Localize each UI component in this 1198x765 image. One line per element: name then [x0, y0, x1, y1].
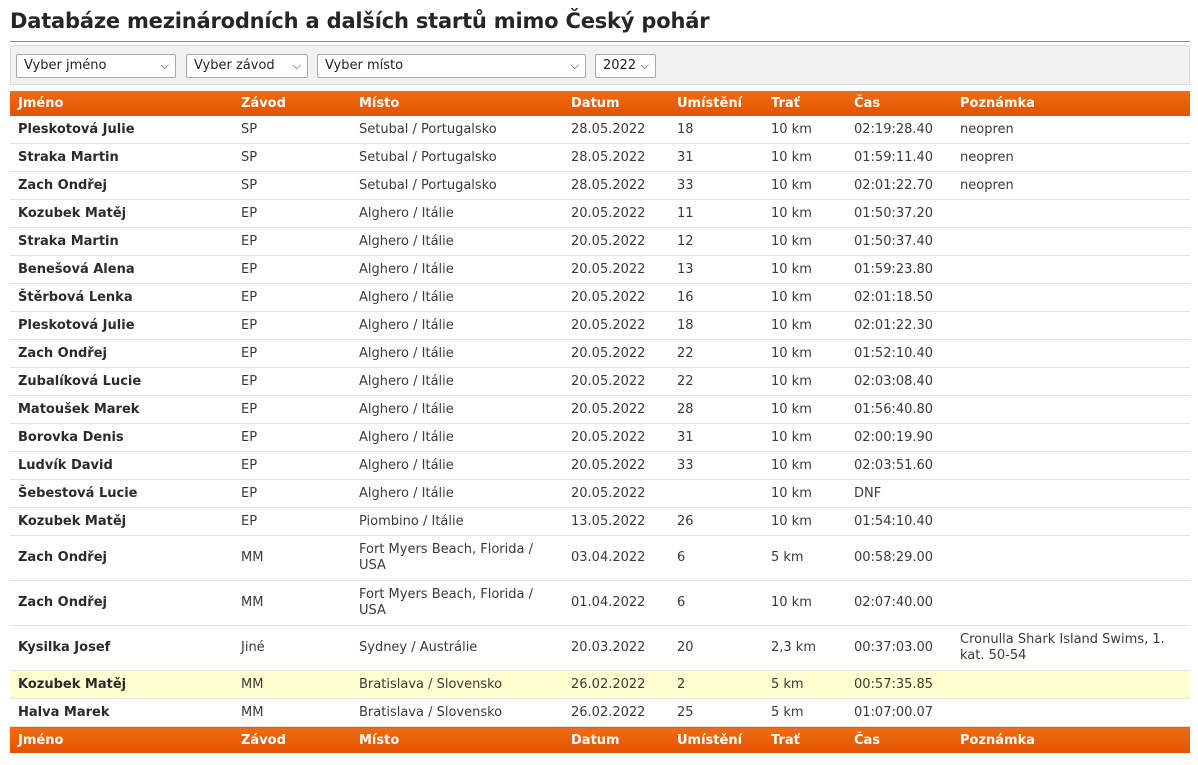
cell-race: EP: [233, 256, 351, 284]
cell-time: 02:03:08.40: [846, 368, 952, 396]
cell-distance: 10 km: [763, 424, 846, 452]
cell-race: Jiné: [233, 626, 351, 671]
cell-distance: 10 km: [763, 452, 846, 480]
cell-date: 20.05.2022: [563, 200, 669, 228]
place-select[interactable]: [317, 54, 586, 78]
cell-name: Straka Martin: [10, 144, 233, 172]
cell-time: 01:50:37.20: [846, 200, 952, 228]
cell-distance: 10 km: [763, 200, 846, 228]
cell-time: 02:07:40.00: [846, 581, 952, 626]
footer-time[interactable]: Čas: [846, 727, 952, 754]
cell-name: Kysilka Josef: [10, 626, 233, 671]
cell-note: [952, 581, 1190, 626]
cell-distance: 10 km: [763, 396, 846, 424]
table-row: [10, 144, 1190, 172]
cell-time: 00:37:03.00: [846, 626, 952, 671]
cell-date: 01.04.2022: [563, 581, 669, 626]
cell-date: 20.05.2022: [563, 256, 669, 284]
header-race[interactable]: Závod: [233, 91, 351, 116]
cell-place: Piombino / Itálie: [351, 508, 563, 536]
cell-name: Benešová Alena: [10, 256, 233, 284]
cell-date: 20.05.2022: [563, 480, 669, 508]
cell-date: 20.05.2022: [563, 228, 669, 256]
race-select[interactable]: [186, 54, 308, 78]
cell-name: Štěrbová Lenka: [10, 284, 233, 312]
cell-distance: 10 km: [763, 581, 846, 626]
year-select[interactable]: [595, 54, 656, 78]
cell-place: Alghero / Itálie: [351, 396, 563, 424]
cell-place: Alghero / Itálie: [351, 312, 563, 340]
table-row: [10, 581, 1190, 626]
cell-place: Setubal / Portugalsko: [351, 116, 563, 144]
cell-date: 26.02.2022: [563, 671, 669, 699]
cell-place: Fort Myers Beach, Florida / USA: [351, 536, 563, 581]
cell-rank: 28: [669, 396, 763, 424]
place-select-value: Vyber místo: [325, 58, 404, 73]
cell-rank: 20: [669, 626, 763, 671]
table-row: [10, 116, 1190, 144]
cell-race: MM: [233, 699, 351, 727]
cell-place: Alghero / Itálie: [351, 256, 563, 284]
results-table: [10, 91, 1190, 753]
cell-distance: 10 km: [763, 480, 846, 508]
title-divider: [10, 41, 1190, 42]
cell-time: 01:56:40.80: [846, 396, 952, 424]
cell-date: 28.05.2022: [563, 144, 669, 172]
footer-distance[interactable]: Trať: [763, 727, 846, 754]
table-row: [10, 626, 1190, 671]
cell-time: 02:01:22.70: [846, 172, 952, 200]
cell-rank: 18: [669, 312, 763, 340]
cell-name: Zach Ondřej: [10, 581, 233, 626]
footer-date[interactable]: Datum: [563, 727, 669, 754]
cell-rank: 11: [669, 200, 763, 228]
cell-note: [952, 671, 1190, 699]
cell-race: EP: [233, 480, 351, 508]
cell-place: Alghero / Itálie: [351, 480, 563, 508]
table-row: [10, 340, 1190, 368]
cell-race: SP: [233, 116, 351, 144]
page-title: Databáze mezinárodních a dalších startů mimo Český pohár: [10, 9, 710, 33]
cell-note: [952, 452, 1190, 480]
cell-note: [952, 340, 1190, 368]
cell-distance: 10 km: [763, 368, 846, 396]
cell-race: EP: [233, 452, 351, 480]
cell-place: Alghero / Itálie: [351, 452, 563, 480]
cell-date: 20.05.2022: [563, 368, 669, 396]
cell-name: Ludvík David: [10, 452, 233, 480]
cell-place: Alghero / Itálie: [351, 228, 563, 256]
cell-rank: 2: [669, 671, 763, 699]
cell-distance: 10 km: [763, 172, 846, 200]
cell-name: Borovka Denis: [10, 424, 233, 452]
cell-race: EP: [233, 368, 351, 396]
table-row: [10, 424, 1190, 452]
cell-note: [952, 312, 1190, 340]
chevron-down-icon: ⌵: [570, 59, 579, 72]
table-header-row: [10, 91, 1190, 116]
cell-date: 13.05.2022: [563, 508, 669, 536]
cell-place: Alghero / Itálie: [351, 424, 563, 452]
cell-note: [952, 699, 1190, 727]
cell-name: Zubalíková Lucie: [10, 368, 233, 396]
cell-date: 20.05.2022: [563, 396, 669, 424]
cell-note: [952, 396, 1190, 424]
cell-distance: 10 km: [763, 312, 846, 340]
cell-note: [952, 284, 1190, 312]
chevron-down-icon: ⌵: [640, 59, 649, 72]
cell-rank: 13: [669, 256, 763, 284]
name-select[interactable]: [16, 54, 176, 78]
table-row: [10, 228, 1190, 256]
table-row: [10, 536, 1190, 581]
filter-bar: [10, 45, 1190, 85]
cell-note: neopren: [952, 172, 1190, 200]
cell-date: 20.05.2022: [563, 340, 669, 368]
table-row: [10, 312, 1190, 340]
cell-race: EP: [233, 424, 351, 452]
cell-name: Straka Martin: [10, 228, 233, 256]
footer-name[interactable]: Jméno: [10, 727, 233, 754]
cell-distance: 10 km: [763, 340, 846, 368]
cell-note: [952, 200, 1190, 228]
cell-race: EP: [233, 284, 351, 312]
cell-time: 01:07:00.07: [846, 699, 952, 727]
cell-time: 02:00:19.90: [846, 424, 952, 452]
cell-race: EP: [233, 508, 351, 536]
cell-note: [952, 536, 1190, 581]
cell-place: Alghero / Itálie: [351, 200, 563, 228]
cell-time: 01:52:10.40: [846, 340, 952, 368]
cell-time: 00:57:35.85: [846, 671, 952, 699]
cell-time: 00:58:29.00: [846, 536, 952, 581]
table-row: [10, 671, 1190, 699]
cell-distance: 5 km: [763, 671, 846, 699]
cell-name: Zach Ondřej: [10, 340, 233, 368]
cell-name: Zach Ondřej: [10, 536, 233, 581]
cell-name: Pleskotová Julie: [10, 116, 233, 144]
cell-place: Fort Myers Beach, Florida / USA: [351, 581, 563, 626]
cell-place: Bratislava / Slovensko: [351, 699, 563, 727]
cell-date: 20.05.2022: [563, 452, 669, 480]
cell-race: EP: [233, 340, 351, 368]
chevron-down-icon: ⌵: [292, 59, 301, 72]
cell-time: 01:59:23.80: [846, 256, 952, 284]
cell-distance: 10 km: [763, 116, 846, 144]
cell-race: SP: [233, 144, 351, 172]
cell-date: 20.05.2022: [563, 312, 669, 340]
cell-rank: 25: [669, 699, 763, 727]
cell-name: Zach Ondřej: [10, 172, 233, 200]
cell-rank: 33: [669, 172, 763, 200]
cell-name: Šebestová Lucie: [10, 480, 233, 508]
chevron-down-icon: ⌵: [160, 59, 169, 72]
header-distance[interactable]: Trať: [763, 91, 846, 116]
cell-note: [952, 508, 1190, 536]
cell-race: EP: [233, 228, 351, 256]
footer-note[interactable]: Poznámka: [952, 727, 1190, 754]
cell-rank: 31: [669, 144, 763, 172]
cell-race: SP: [233, 172, 351, 200]
footer-rank[interactable]: Umístění: [669, 727, 763, 754]
cell-rank: 26: [669, 508, 763, 536]
header-date[interactable]: Datum: [563, 91, 669, 116]
table-row: [10, 284, 1190, 312]
cell-distance: 10 km: [763, 144, 846, 172]
cell-date: 20.05.2022: [563, 424, 669, 452]
cell-date: 28.05.2022: [563, 116, 669, 144]
cell-rank: 18: [669, 116, 763, 144]
footer-place[interactable]: Místo: [351, 727, 563, 754]
header-place[interactable]: Místo: [351, 91, 563, 116]
cell-place: Setubal / Portugalsko: [351, 172, 563, 200]
cell-rank: 22: [669, 368, 763, 396]
race-select-value: Vyber závod: [194, 58, 275, 73]
cell-note: [952, 256, 1190, 284]
cell-name: Kozubek Matěj: [10, 200, 233, 228]
year-select-value: 2022: [603, 58, 637, 73]
table-row: [10, 368, 1190, 396]
name-select-value: Vyber jméno: [24, 58, 107, 73]
cell-time: 01:59:11.40: [846, 144, 952, 172]
cell-distance: 10 km: [763, 256, 846, 284]
cell-name: Kozubek Matěj: [10, 671, 233, 699]
table-row: [10, 452, 1190, 480]
cell-time: 02:01:18.50: [846, 284, 952, 312]
cell-date: 26.02.2022: [563, 699, 669, 727]
cell-race: EP: [233, 312, 351, 340]
header-name[interactable]: Jméno: [10, 91, 233, 116]
cell-place: Sydney / Austrálie: [351, 626, 563, 671]
cell-rank: 22: [669, 340, 763, 368]
cell-date: 20.05.2022: [563, 284, 669, 312]
cell-note: [952, 228, 1190, 256]
cell-race: EP: [233, 200, 351, 228]
cell-name: Halva Marek: [10, 699, 233, 727]
cell-race: MM: [233, 671, 351, 699]
cell-time: 01:54:10.40: [846, 508, 952, 536]
cell-note: [952, 424, 1190, 452]
cell-note: Cronulla Shark Island Swims, 1. kat. 50-54: [952, 626, 1190, 671]
table-row: [10, 172, 1190, 200]
table-row: [10, 396, 1190, 424]
cell-rank: 6: [669, 581, 763, 626]
cell-name: Matoušek Marek: [10, 396, 233, 424]
cell-note: [952, 368, 1190, 396]
cell-rank: 31: [669, 424, 763, 452]
cell-note: neopren: [952, 144, 1190, 172]
cell-name: Pleskotová Julie: [10, 312, 233, 340]
cell-time: DNF: [846, 480, 952, 508]
cell-time: 02:01:22.30: [846, 312, 952, 340]
cell-date: 28.05.2022: [563, 172, 669, 200]
cell-rank: 6: [669, 536, 763, 581]
table-row: [10, 699, 1190, 727]
cell-time: 02:19:28.40: [846, 116, 952, 144]
cell-date: 20.03.2022: [563, 626, 669, 671]
cell-note: [952, 480, 1190, 508]
table-row: [10, 508, 1190, 536]
table-row: [10, 200, 1190, 228]
cell-rank: 33: [669, 452, 763, 480]
cell-rank: [669, 480, 763, 508]
cell-date: 03.04.2022: [563, 536, 669, 581]
cell-note: neopren: [952, 116, 1190, 144]
header-note[interactable]: Poznámka: [952, 91, 1190, 116]
cell-distance: 10 km: [763, 228, 846, 256]
cell-place: Setubal / Portugalsko: [351, 144, 563, 172]
header-time[interactable]: Čas: [846, 91, 952, 116]
cell-distance: 5 km: [763, 699, 846, 727]
cell-race: MM: [233, 536, 351, 581]
cell-time: 01:50:37.40: [846, 228, 952, 256]
table-row: [10, 256, 1190, 284]
cell-distance: 2,3 km: [763, 626, 846, 671]
cell-place: Alghero / Itálie: [351, 284, 563, 312]
header-rank[interactable]: Umístění: [669, 91, 763, 116]
cell-distance: 10 km: [763, 508, 846, 536]
cell-rank: 12: [669, 228, 763, 256]
cell-name: Kozubek Matěj: [10, 508, 233, 536]
table-row: [10, 480, 1190, 508]
cell-race: MM: [233, 581, 351, 626]
footer-race[interactable]: Závod: [233, 727, 351, 754]
table-footer-row: [10, 727, 1190, 754]
cell-time: 02:03:51.60: [846, 452, 952, 480]
cell-place: Alghero / Itálie: [351, 340, 563, 368]
cell-distance: 10 km: [763, 284, 846, 312]
cell-place: Alghero / Itálie: [351, 368, 563, 396]
cell-rank: 16: [669, 284, 763, 312]
cell-distance: 5 km: [763, 536, 846, 581]
cell-race: EP: [233, 396, 351, 424]
cell-place: Bratislava / Slovensko: [351, 671, 563, 699]
